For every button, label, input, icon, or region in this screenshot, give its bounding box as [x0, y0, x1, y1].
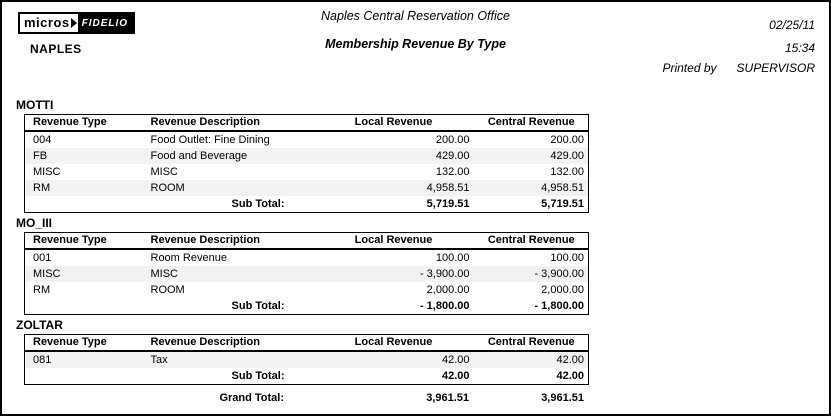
table-row [25, 282, 589, 298]
section-title: MO_III [16, 216, 53, 230]
subtotal-central: - 1,800.00 [534, 300, 584, 312]
column-header-revenue-type: Revenue Type [25, 335, 143, 352]
report-header [2, 2, 829, 97]
central-revenue-cell: - 3,900.00 [534, 268, 584, 280]
column-header-revenue-type: Revenue Type [25, 115, 143, 132]
grand-total-row [24, 390, 588, 406]
column-header-revenue-description: Revenue Description [143, 335, 313, 352]
office-name: Naples Central Reservation Office [321, 9, 510, 23]
revenue-type-cell: FB [33, 150, 48, 162]
column-header-central-revenue: Central Revenue [475, 233, 589, 250]
header-right [663, 18, 816, 75]
table-header-row [25, 233, 589, 250]
subtotal-local: 42.00 [441, 370, 470, 382]
section-title: MOTTI [16, 98, 54, 112]
table-row [25, 180, 589, 196]
revenue-section-motti [16, 99, 829, 213]
central-revenue-cell: 2,000.00 [541, 284, 584, 296]
table-row [25, 266, 589, 282]
printed-by-user: SUPERVISOR [736, 61, 815, 75]
revenue-type-cell: 081 [33, 354, 52, 366]
revenue-description-cell: Tax [150, 354, 168, 366]
column-header-central-revenue: Central Revenue [475, 115, 589, 132]
local-revenue-cell: 200.00 [435, 134, 470, 146]
revenue-description-cell: ROOM [150, 284, 185, 296]
central-revenue-cell: 4,958.51 [541, 182, 584, 194]
subtotal-label: Sub Total: [231, 300, 285, 312]
grand-total-central: 3,961.51 [541, 392, 585, 404]
revenue-description-cell: MISC [150, 166, 178, 178]
local-revenue-cell: 42.00 [441, 354, 470, 366]
revenue-description-cell: ROOM [150, 182, 185, 194]
table-row [25, 164, 589, 180]
revenue-description-cell: Food and Beverage [150, 150, 248, 162]
column-header-local-revenue: Local Revenue [313, 233, 475, 250]
subtotal-row [25, 298, 589, 315]
central-revenue-cell: 100.00 [550, 252, 584, 264]
revenue-type-cell: MISC [33, 268, 61, 280]
central-revenue-cell: 429.00 [550, 150, 584, 162]
section-title: ZOLTAR [16, 318, 63, 332]
column-header-central-revenue: Central Revenue [475, 335, 589, 352]
table-header-row [25, 115, 589, 132]
revenue-type-cell: RM [33, 182, 51, 194]
property-name: NAPLES [30, 42, 82, 56]
column-header-revenue-description: Revenue Description [143, 115, 313, 132]
central-revenue-cell: 200.00 [550, 134, 584, 146]
logo-fidelio-text: FIDELIO [78, 14, 133, 32]
table-row [25, 131, 589, 148]
revenue-type-cell: RM [33, 284, 51, 296]
grand-total-label: Grand Total: [219, 392, 285, 404]
local-revenue-cell: 429.00 [435, 150, 470, 162]
subtotal-local: 5,719.51 [426, 198, 470, 210]
local-revenue-cell: 100.00 [435, 252, 470, 264]
revenue-description-cell: MISC [150, 268, 178, 280]
printed-by-row [663, 61, 816, 75]
revenue-table [24, 334, 589, 385]
column-header-revenue-description: Revenue Description [143, 233, 313, 250]
subtotal-label: Sub Total: [231, 370, 285, 382]
revenue-table [24, 232, 589, 315]
table-row [25, 249, 589, 266]
subtotal-central: 5,719.51 [541, 198, 584, 210]
local-revenue-cell: - 3,900.00 [419, 268, 470, 280]
print-date: 02/25/11 [769, 18, 815, 32]
local-revenue-cell: 2,000.00 [426, 284, 470, 296]
revenue-description-cell: Room Revenue [150, 252, 227, 264]
local-revenue-cell: 132.00 [435, 166, 470, 178]
central-revenue-cell: 42.00 [556, 354, 584, 366]
subtotal-local: - 1,800.00 [419, 300, 470, 312]
revenue-section-zoltar [16, 319, 829, 385]
revenue-description-cell: Food Outlet: Fine Dining [150, 134, 270, 146]
revenue-section-mo_iii [16, 217, 829, 315]
revenue-table [24, 114, 589, 213]
revenue-type-cell: MISC [33, 166, 61, 178]
revenue-type-cell: 001 [33, 252, 52, 264]
logo-micros-text: micros [20, 14, 71, 32]
table-header-row [25, 335, 589, 352]
subtotal-label: Sub Total: [231, 198, 285, 210]
column-header-local-revenue: Local Revenue [313, 335, 475, 352]
table-row [25, 351, 589, 368]
local-revenue-cell: 4,958.51 [426, 182, 470, 194]
revenue-type-cell: 004 [33, 134, 52, 146]
table-row [25, 148, 589, 164]
report-title: Membership Revenue By Type [325, 37, 506, 51]
print-time: 15:34 [784, 41, 815, 55]
column-header-revenue-type: Revenue Type [25, 233, 143, 250]
subtotal-central: 42.00 [556, 370, 584, 382]
central-revenue-cell: 132.00 [550, 166, 584, 178]
subtotal-row [25, 368, 589, 385]
report-body [2, 99, 829, 406]
printed-by-label: Printed by [662, 61, 717, 75]
grand-total-local: 3,961.51 [426, 392, 470, 404]
subtotal-row [25, 196, 589, 213]
column-header-local-revenue: Local Revenue [313, 115, 475, 132]
